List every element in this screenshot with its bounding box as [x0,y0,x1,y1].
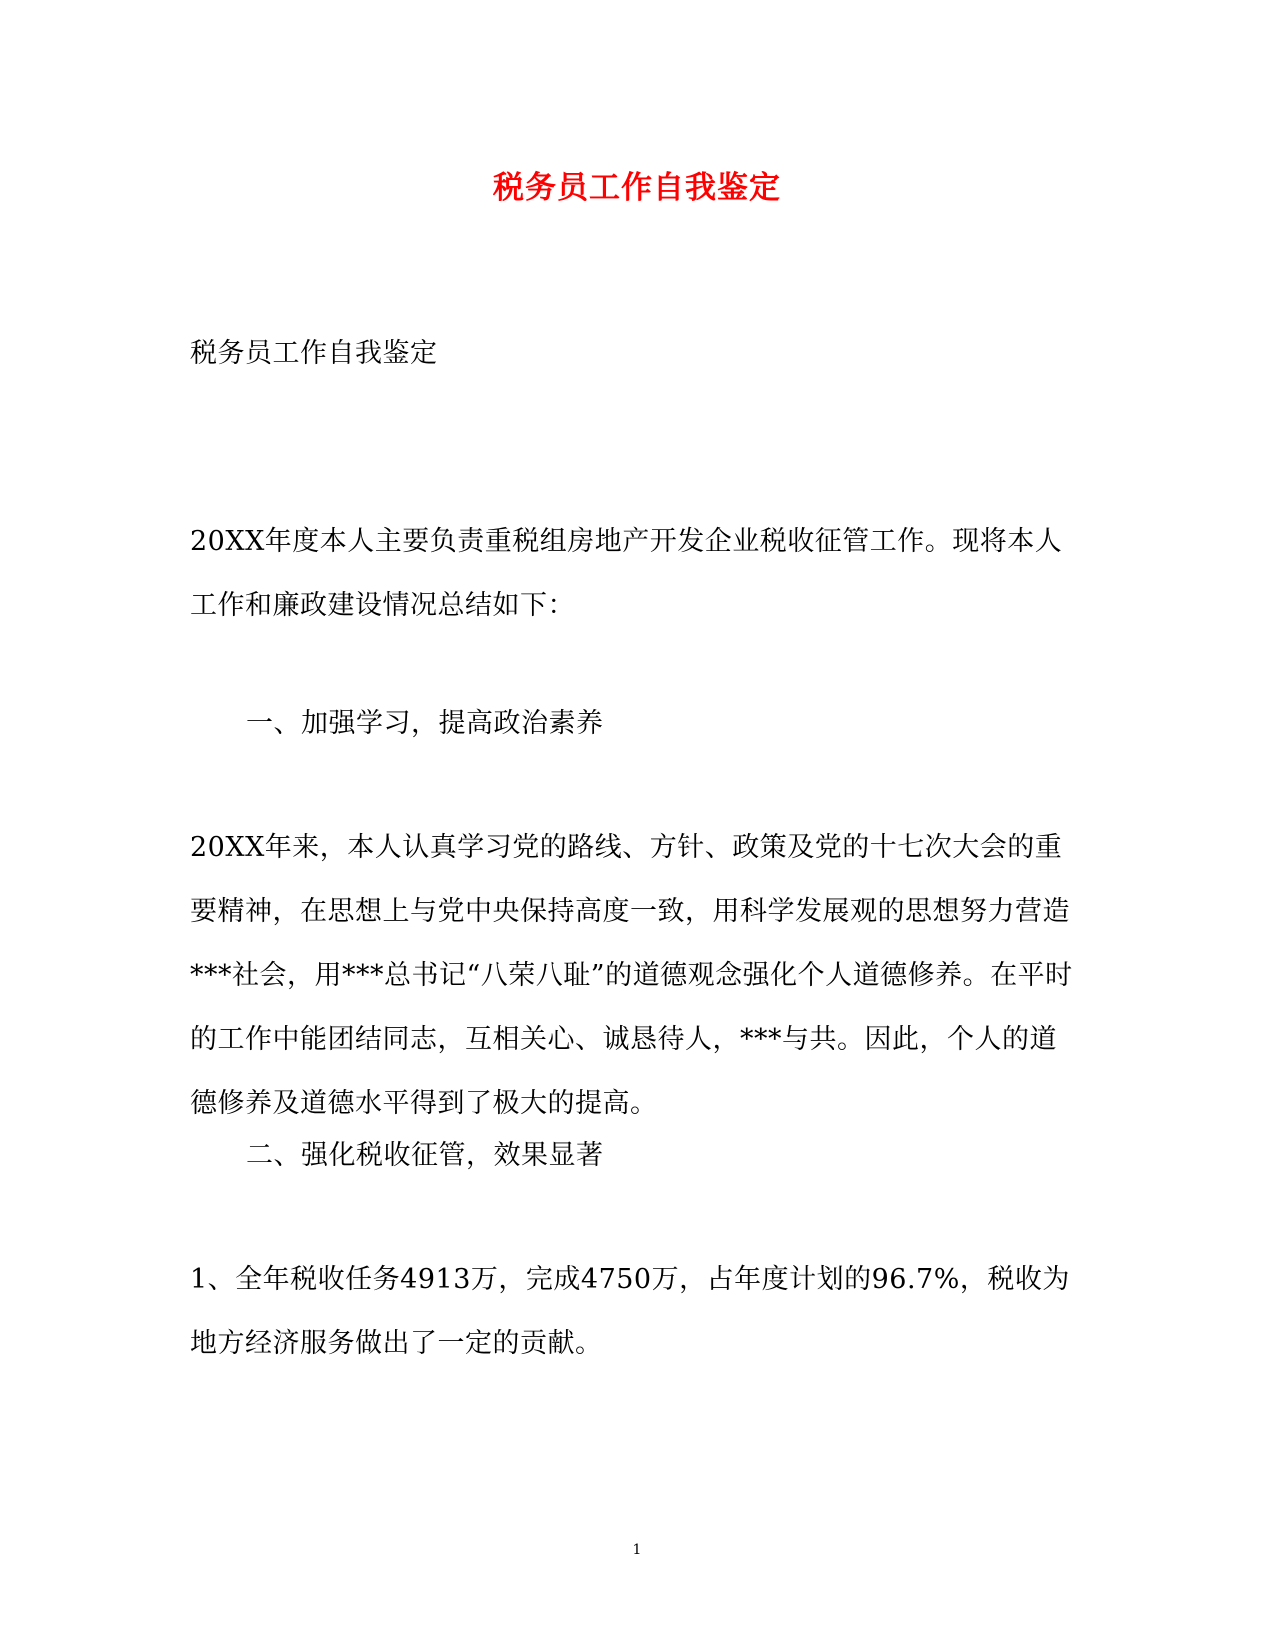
section1-paragraph: 20XX年来，本人认真学习党的路线、方针、政策及党的十七次大会的重要精神，在思想上与党中央保持高度一致，用科学发展观的思想努力营造***社会，用***总书记“八荣八耻”的道德观念强化个人道德修养。在平时的工作中能团结同志，互相关心、诚恳待人，***与共。因此，个人的道德修养及道德水平得到了极大的提高。 [190,832,1073,1119]
page-number: 1 [632,1542,642,1558]
document-subtitle: 税务员工作自我鉴定 [190,338,438,369]
document-title: 税务员工作自我鉴定 [493,170,781,206]
intro-paragraph: 20XX年度本人主要负责重税组房地产开发企业税收征管工作。现将本人工作和廉政建设情况总结如下： [190,526,1063,621]
section2-heading: 二、强化税收征管，效果显著 [246,1140,604,1171]
section2-item1-paragraph: 1、全年税收任务4913万，完成4750万，占年度计划的96.7%，税收为地方经济服务做出了一定的贡献。 [190,1264,1070,1359]
section1-heading: 一、加强学习，提高政治素养 [246,708,604,739]
